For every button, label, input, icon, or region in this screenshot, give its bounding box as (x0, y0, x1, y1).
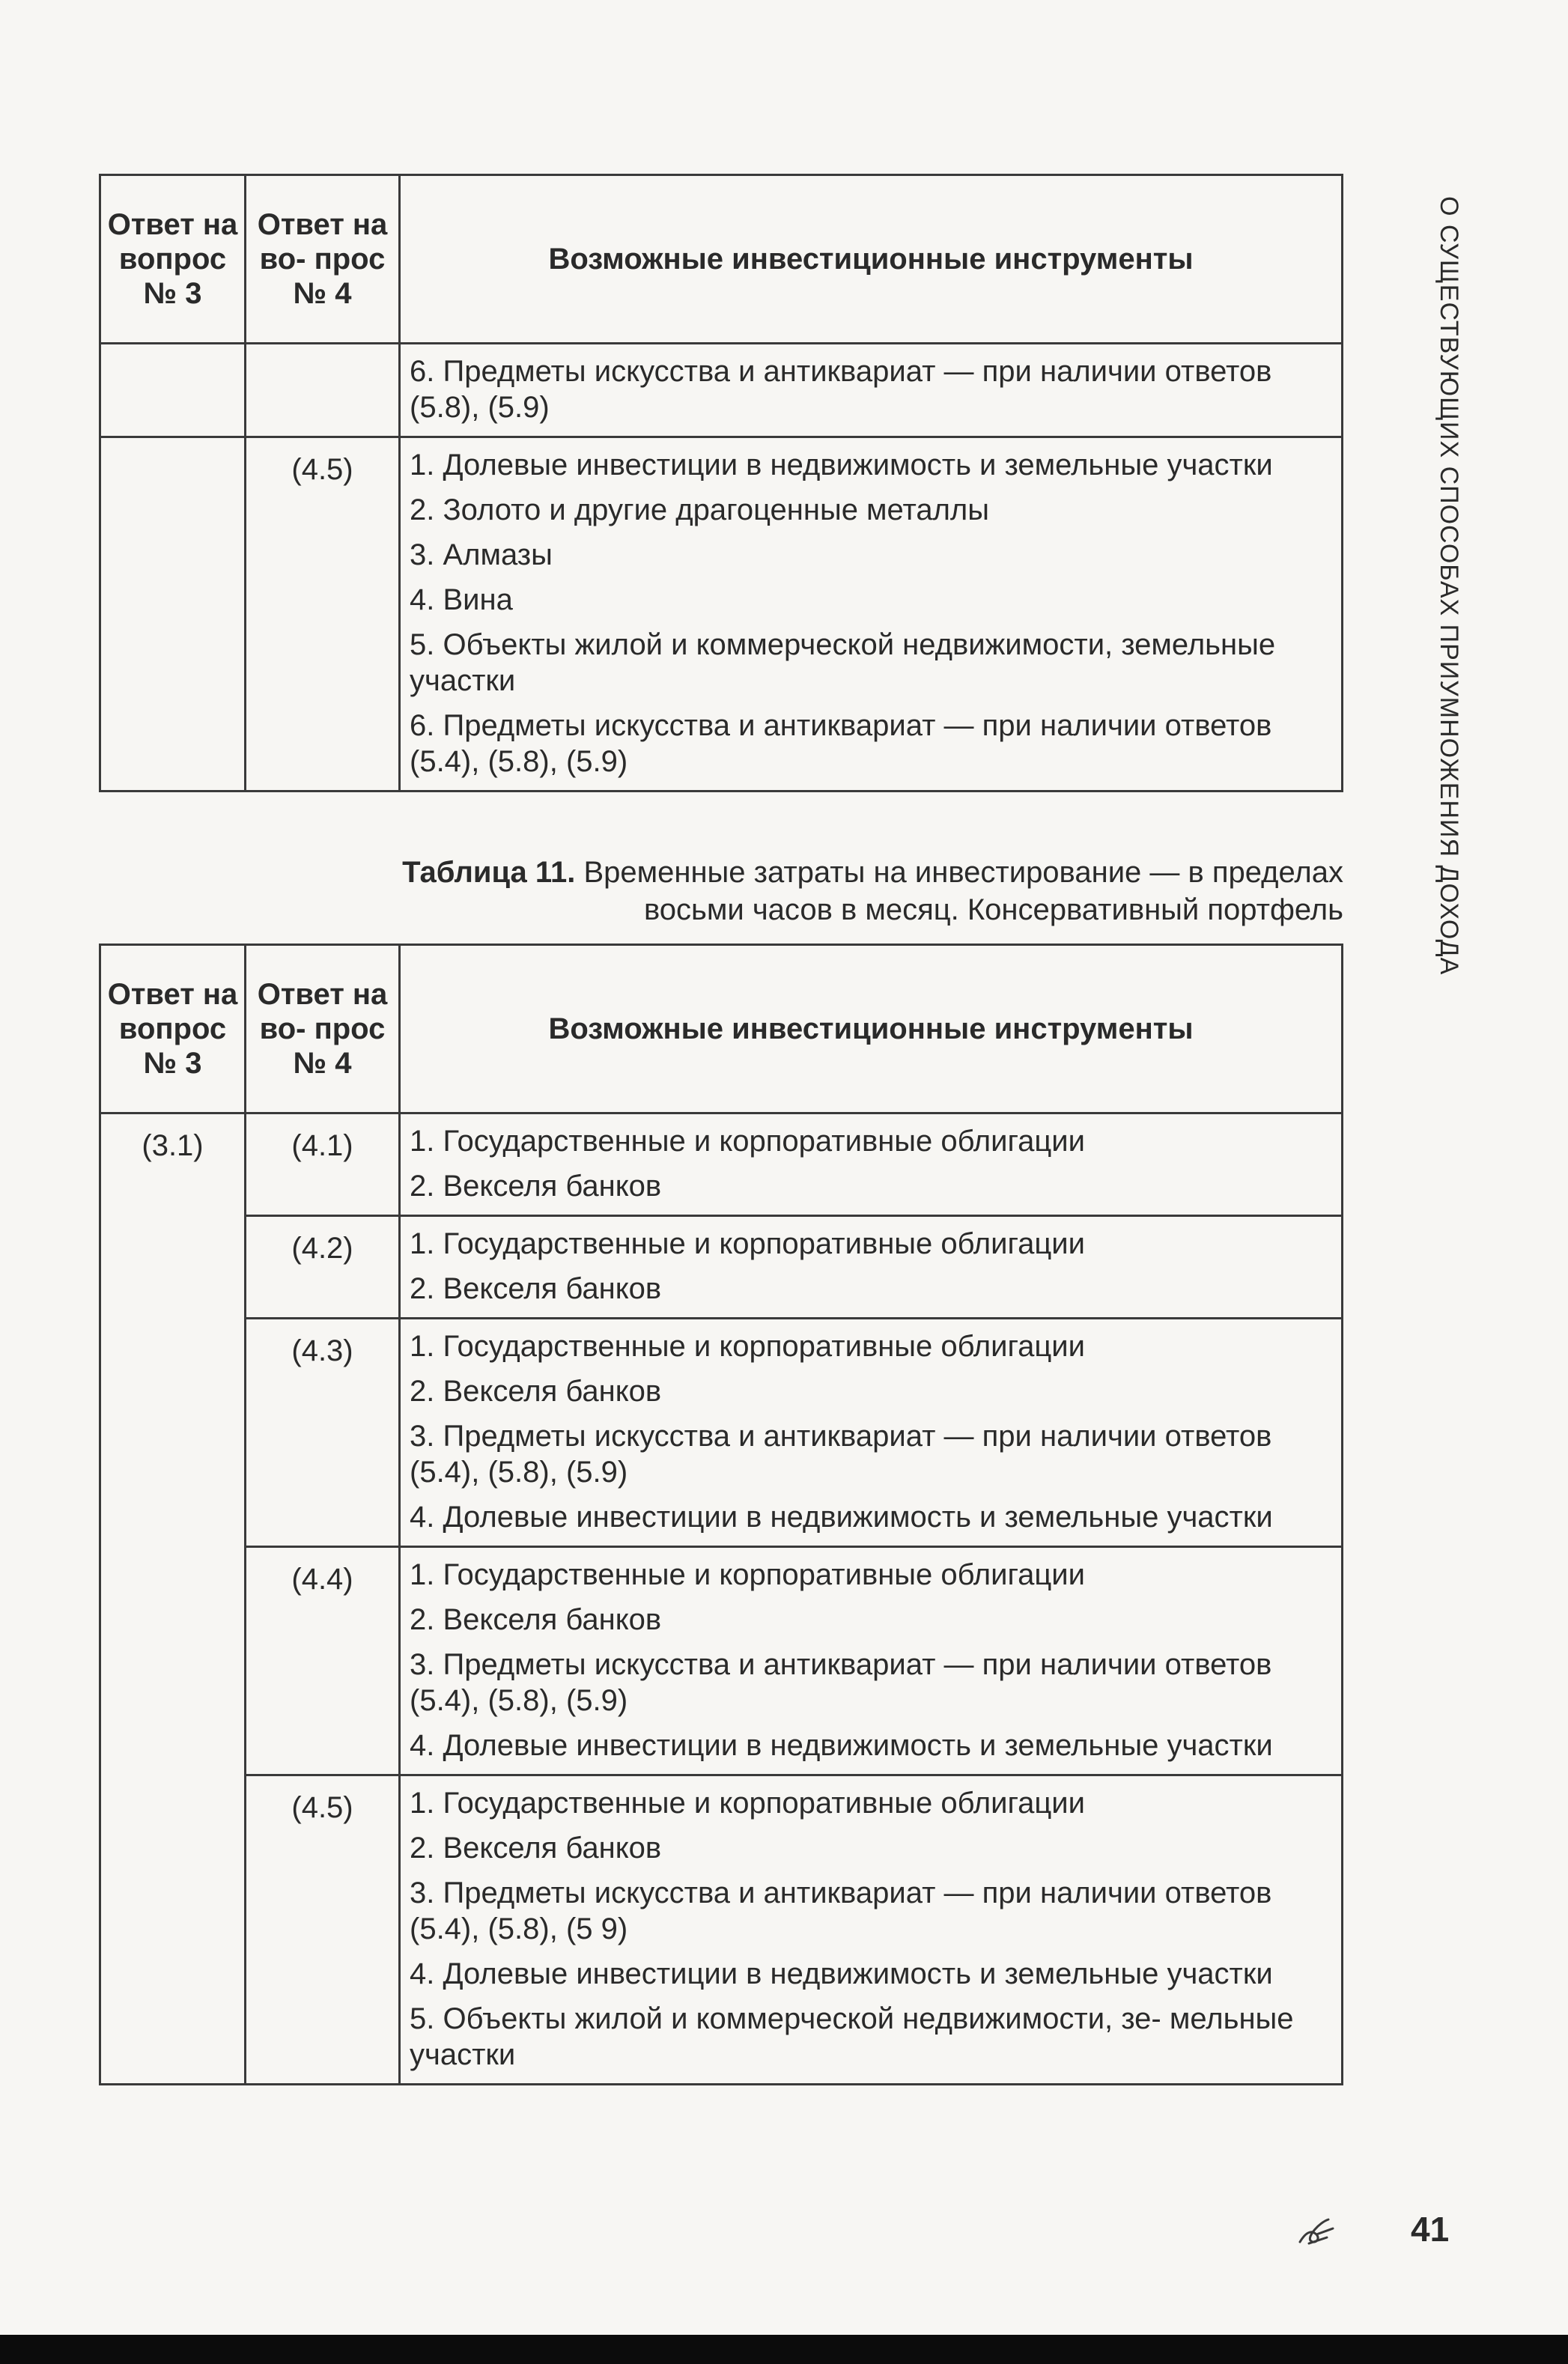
list-item: 6. Предметы искусства и антиквариат — при наличии ответов (5.8), (5.9) (410, 355, 1272, 424)
table-header-row (100, 175, 1343, 344)
instruments-cell (400, 1547, 1343, 1775)
list-item: 1. Государственные и корпоративные облигации (410, 1558, 1085, 1591)
list-item: 1. Государственные и корпоративные облигации (410, 1125, 1085, 1158)
table-row (100, 1547, 1343, 1775)
instruments-cell (400, 1775, 1343, 2085)
signature-icon (1294, 2212, 1339, 2249)
table-row (100, 1216, 1343, 1319)
list-item: 2. Золото и другие драгоценные металлы (410, 493, 990, 526)
answer-q3-cell: (3.1) (100, 1113, 246, 2085)
list-item: 5. Объекты жилой и коммерческой недвижимости, зе- мельные участки (410, 2002, 1294, 2071)
answer-q4-cell: (4.5) (246, 1775, 400, 2085)
list-item: 4. Долевые инвестиции в недвижимость и земельные участки (410, 1501, 1273, 1534)
table-row (100, 1319, 1343, 1547)
table-row (100, 437, 1343, 791)
answer-q4-cell: (4.5) (246, 437, 400, 791)
instruments-cell (400, 1319, 1343, 1547)
table-continued (99, 174, 1343, 792)
header-q4: Ответ на во- прос № 4 (246, 945, 400, 1113)
list-item: 1. Государственные и корпоративные облигации (410, 1330, 1085, 1363)
answer-q3-cell (100, 344, 246, 437)
list-item: 1. Государственные и корпоративные облигации (410, 1227, 1085, 1260)
answer-q4-cell: (4.2) (246, 1216, 400, 1319)
list-item: 5. Объекты жилой и коммерческой недвижимости, земельные участки (410, 628, 1276, 697)
table-row (100, 344, 1343, 437)
instruments-cell (400, 437, 1343, 791)
answer-q3-cell (100, 437, 246, 791)
header-q3: Ответ на вопрос № 3 (100, 945, 246, 1113)
list-item: 2. Векселя банков (410, 1603, 662, 1636)
header-instruments: Возможные инвестиционные инструменты (400, 945, 1343, 1113)
header-q4: Ответ на во- прос № 4 (246, 175, 400, 344)
list-item: 1. Государственные и корпоративные облигации (410, 1787, 1085, 1820)
header-q3: Ответ на вопрос № 3 (100, 175, 246, 344)
list-item: 3. Предметы искусства и антиквариат — при наличии ответов (5.4), (5.8), (5.9) (410, 1420, 1272, 1489)
answer-q4-cell: (4.3) (246, 1319, 400, 1547)
list-item: 2. Векселя банков (410, 1375, 662, 1408)
running-head: О СУЩЕСТВУЮЩИХ СПОСОБАХ ПРИУМНОЖЕНИЯ ДОХОДА (1435, 196, 1463, 976)
instruments-cell (400, 1216, 1343, 1319)
list-item: 2. Векселя банков (410, 1272, 662, 1305)
caption-line-1: Временные затраты на инвестирование — в пределах (583, 856, 1343, 889)
list-item: 3. Алмазы (410, 538, 553, 571)
list-item: 4. Долевые инвестиции в недвижимость и земельные участки (410, 1957, 1273, 1990)
table-row (100, 1775, 1343, 2085)
list-item: 1. Долевые инвестиции в недвижимость и земельные участки (410, 449, 1273, 481)
caption-line-2: восьми часов в месяц. Консервативный портфель (643, 893, 1343, 926)
instruments-cell (400, 1113, 1343, 1216)
instruments-cell (400, 344, 1343, 437)
caption-label: Таблица 11. (402, 856, 576, 889)
list-item: 4. Вина (410, 583, 513, 616)
answer-q4-cell: (4.1) (246, 1113, 400, 1216)
header-instruments: Возможные инвестиционные инструменты (400, 175, 1343, 344)
answer-q4-cell (246, 344, 400, 437)
list-item: 2. Векселя банков (410, 1170, 662, 1203)
table-header-row (100, 945, 1343, 1113)
page-number: 41 (1411, 2210, 1450, 2249)
list-item: 3. Предметы искусства и антиквариат — при наличии ответов (5.4), (5.8), (5 9) (410, 1877, 1272, 1945)
list-item: 4. Долевые инвестиции в недвижимость и земельные участки (410, 1729, 1273, 1762)
answer-q4-cell: (4.4) (246, 1547, 400, 1775)
scan-edge (0, 2335, 1568, 2364)
list-item: 3. Предметы искусства и антиквариат — при наличии ответов (5.4), (5.8), (5.9) (410, 1648, 1272, 1717)
table-caption (175, 854, 1343, 929)
table-row (100, 1113, 1343, 1216)
list-item: 2. Векселя банков (410, 1832, 662, 1865)
table-11 (99, 944, 1343, 2085)
list-item: 6. Предметы искусства и антиквариат — при наличии ответов (5.4), (5.8), (5.9) (410, 709, 1272, 778)
